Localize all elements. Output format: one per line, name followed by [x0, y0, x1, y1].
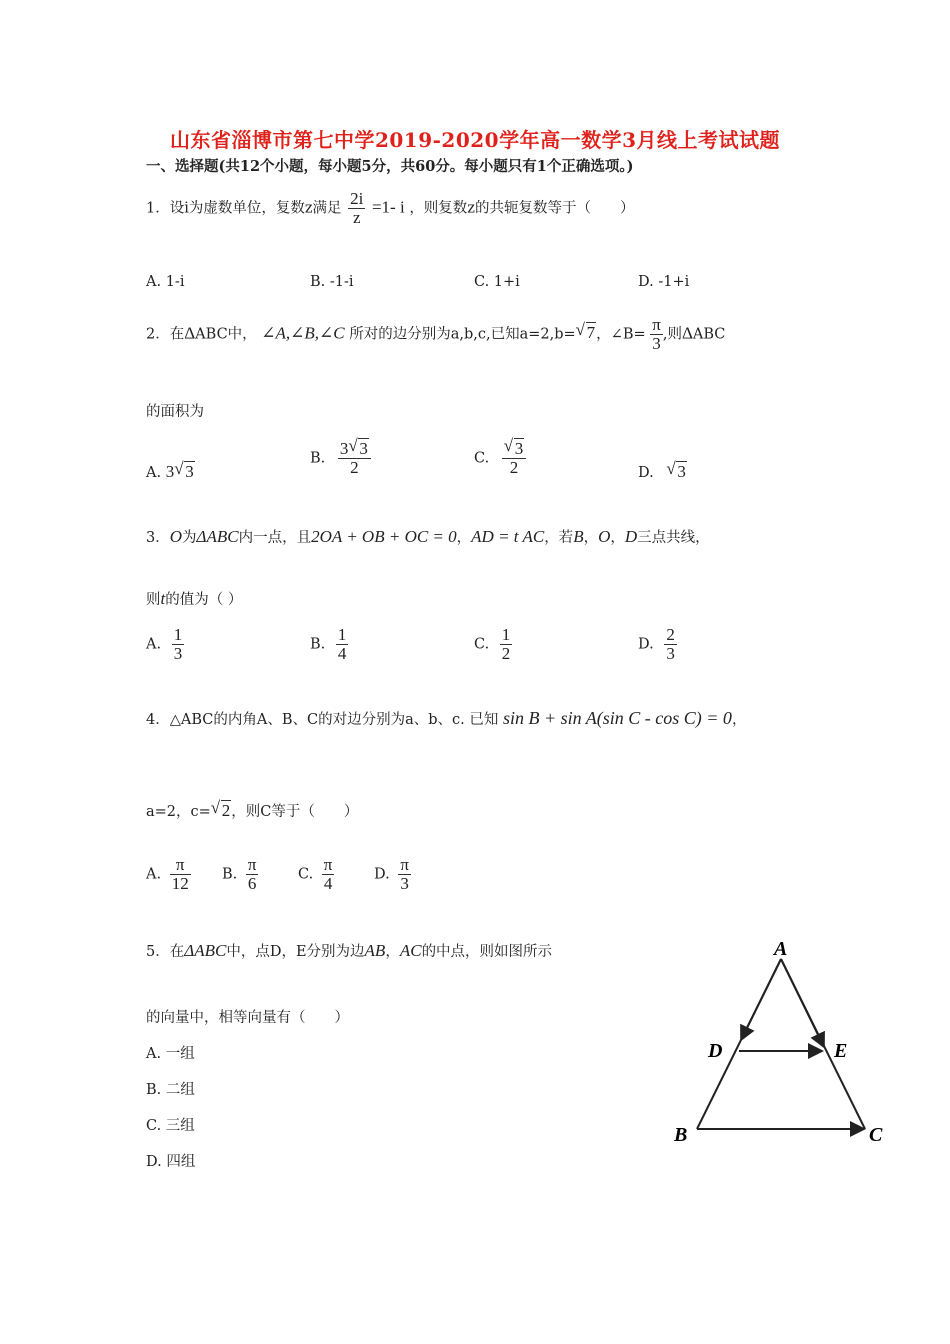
- q2-option-d-sqrt: [666, 462, 687, 482]
- q3-option-c-label: C.: [474, 636, 490, 653]
- q2-option-d: [638, 462, 687, 482]
- q2-triangle-symbol: Δ: [184, 323, 196, 343]
- q2-option-b: [310, 440, 371, 477]
- q2-abc: ABC中，: [195, 326, 257, 343]
- q3-option-b-label: B.: [310, 636, 326, 653]
- q2-sqrt7-radicand: 7: [586, 323, 596, 343]
- vector-ad: [742, 959, 781, 1038]
- q4-sqrt2-radicand: 2: [221, 801, 231, 820]
- q2-end: ,则: [662, 326, 682, 343]
- q4-line2-pre: a=2，c=: [146, 804, 211, 820]
- q5-pre: 5．在: [146, 944, 185, 960]
- q3-option-b-num: 1: [337, 625, 347, 644]
- q2-option-c-num: [502, 440, 527, 459]
- q3-option-d-fraction: [664, 626, 677, 663]
- q3-line2-suf: 的值为（ ）: [165, 592, 243, 608]
- q3-option-c-num: 1: [501, 625, 511, 644]
- q4-option-d-fraction: [398, 856, 411, 893]
- q4-option-b: [222, 856, 258, 893]
- q2-angle-b: ，∠B=: [596, 326, 646, 343]
- q3-option-c-fraction: [500, 626, 513, 663]
- label-e: E: [834, 1040, 848, 1062]
- q2-triangle-symbol-2: Δ: [681, 323, 693, 343]
- question-1: [146, 190, 634, 227]
- q3-line2-pre: 则: [146, 592, 161, 608]
- q3-option-b-fraction: [336, 626, 349, 663]
- q3-line-2: [146, 588, 242, 609]
- q3-option-a-num: 1: [173, 625, 183, 644]
- q1-prefix: 1．设i为虚数单位，复数z满足: [146, 200, 342, 217]
- q5-comma: ，: [385, 944, 400, 960]
- q3-option-a: [146, 626, 184, 663]
- q2-abc-2: ABC: [692, 326, 726, 343]
- page-title: 山东省淄博市第七中学2019-2020学年高一数学3月线上考试试题: [169, 128, 781, 152]
- q2-option-c: [474, 440, 526, 477]
- q3-triangle: ΔABC: [196, 527, 239, 546]
- q2-option-c-sqrt: [504, 440, 525, 458]
- q2-option-a: [146, 462, 195, 482]
- q4-option-b-den: 6: [247, 873, 257, 893]
- q3-option-b-den: 4: [337, 643, 347, 663]
- q4-line2-suf: ，则C等于（ ）: [231, 804, 359, 820]
- q3-vector-ad: AD = t AC: [471, 527, 545, 546]
- question-4: [146, 708, 746, 729]
- q3-c1: ，: [583, 530, 599, 546]
- q2-option-b-sqrt: [348, 440, 369, 458]
- q4-option-d-den: 3: [400, 873, 409, 893]
- q3-option-a-fraction: [172, 626, 185, 663]
- q4-option-c: [298, 856, 334, 893]
- q2-pi-over-3: [650, 316, 663, 353]
- section-heading: 一、选择题(共12个小题，每小题5分，共60分。每小题只有1个正确选项。): [146, 158, 634, 175]
- q3-option-c: [474, 626, 512, 663]
- q3-option-c-den: 2: [501, 643, 511, 663]
- q3-point-o: O: [169, 527, 183, 546]
- q2-pi: π: [652, 315, 661, 334]
- triangle-figure: [670, 935, 900, 1155]
- q3-wei: 为: [182, 530, 197, 546]
- q4-line-2: [146, 800, 358, 821]
- q2-option-c-fraction: [502, 440, 527, 477]
- q1-option-a: A. 1-i: [146, 274, 185, 290]
- q4-option-c-fraction: [322, 856, 335, 893]
- q3-point-b: B: [573, 527, 584, 546]
- q1-frac-num: 2i: [350, 189, 364, 208]
- q2-option-c-radicand: 3: [514, 439, 524, 458]
- q2-option-d-radicand: 3: [677, 462, 686, 481]
- q2-angles: ∠A,∠B,∠C: [261, 323, 345, 343]
- q1-option-d: D. -1+i: [638, 274, 690, 290]
- q3-option-d-num: 2: [666, 625, 675, 644]
- question-2: [146, 316, 725, 353]
- q3-option-a-den: 3: [173, 643, 183, 663]
- q2-option-b-fraction: [338, 440, 371, 477]
- q2-option-d-label: D.: [638, 465, 654, 481]
- label-a: A: [774, 938, 788, 960]
- q1-option-c: C. 1+i: [474, 274, 520, 290]
- q1-frac-den: z: [352, 207, 361, 227]
- q3-point-o2: O: [598, 527, 611, 546]
- q4-comma: ，: [731, 712, 747, 728]
- q4-option-a: [146, 856, 191, 893]
- q2-option-b-radicand: 3: [359, 439, 368, 458]
- q4-option-d-num: π: [400, 855, 409, 874]
- q4-option-d-label: D.: [374, 866, 390, 883]
- q5-option-b: B. 二组: [146, 1082, 195, 1098]
- q2-option-b-coef: 3: [339, 439, 349, 458]
- q1-fraction: [348, 190, 365, 227]
- q2-option-a-radicand: 3: [185, 462, 194, 481]
- q4-option-c-num: π: [323, 855, 333, 874]
- q2-mid: 所对的边分别为a,b,c,已知a=2,b=: [349, 326, 576, 343]
- q3-ruo: ，若: [544, 530, 574, 546]
- q2-line-2: 的面积为: [146, 404, 204, 420]
- q5-side-ac: AC: [399, 941, 422, 960]
- q3-vector-equation: 2OA + OB + OC = 0: [311, 527, 457, 546]
- question-3: [146, 526, 710, 547]
- q2-option-b-den: 2: [350, 457, 359, 477]
- q5-mid: 中，点D，E分别为边: [226, 944, 365, 960]
- label-b: B: [674, 1124, 688, 1146]
- q3-option-a-label: A.: [146, 636, 162, 653]
- q4-option-c-den: 4: [323, 873, 333, 893]
- q4-option-a-den: 12: [171, 873, 189, 893]
- question-5: [146, 940, 552, 961]
- q2-option-b-label: B.: [310, 450, 326, 467]
- q4-option-b-label: B.: [222, 866, 238, 883]
- vector-ae: [781, 959, 823, 1045]
- q4-option-a-fraction: [170, 856, 191, 893]
- q3-point-d: D: [624, 527, 638, 546]
- q3-option-d: [638, 626, 677, 663]
- q3-option-b: [310, 626, 348, 663]
- q2-sqrt7: [576, 323, 597, 343]
- q4-option-d: [374, 856, 411, 893]
- q4-text: 4．△ABC的内角A、B、C的对边分别为a、b、c. 已知: [146, 712, 499, 728]
- q5-line-2: 的向量中，相等向量有（ ）: [146, 1010, 349, 1026]
- q5-side-ab: AB: [364, 941, 386, 960]
- q4-option-b-num: π: [247, 855, 257, 874]
- q2-option-a-coef: 3: [165, 462, 175, 481]
- q4-sqrt2: [211, 801, 232, 821]
- q4-option-b-fraction: [246, 856, 259, 893]
- q5-suf: 的中点，则如图所示: [421, 944, 553, 960]
- q4-option-a-num: π: [170, 856, 191, 875]
- q4-equation: sin B + sin A(sin C - cos C) = 0: [502, 708, 732, 728]
- q3-comma: ，: [456, 530, 472, 546]
- q2-option-a-label: A.: [146, 465, 162, 481]
- q2-option-c-den: 2: [509, 457, 519, 477]
- q5-option-d: D. 四组: [146, 1154, 196, 1170]
- q2-option-a-sqrt: [174, 462, 195, 482]
- q3-num: 3．: [146, 530, 170, 546]
- q3-option-d-den: 3: [666, 643, 675, 663]
- q3-collinear: 三点共线，: [637, 530, 710, 546]
- q2-option-b-num: [338, 440, 371, 459]
- q1-suffix: ，则复数z的共轭复数等于（ ）: [409, 200, 635, 217]
- q5-option-a: A. 一组: [146, 1046, 195, 1062]
- q5-triangle: ΔABC: [184, 941, 227, 960]
- q5-option-c: C. 三组: [146, 1118, 195, 1134]
- label-c: C: [869, 1124, 883, 1146]
- q1-equation: =1- i: [371, 197, 405, 217]
- q4-option-c-label: C.: [298, 866, 314, 883]
- q3-option-d-label: D.: [638, 636, 654, 653]
- q3-c2: ，: [610, 530, 625, 546]
- q1-option-b: B. -1-i: [310, 274, 354, 290]
- q2-prefix: 2．在: [146, 326, 185, 343]
- q3-t: t: [160, 589, 166, 608]
- q2-option-c-label: C.: [474, 450, 490, 467]
- label-d: D: [708, 1040, 723, 1062]
- q3-mid1: 内一点，且: [238, 530, 312, 546]
- q4-option-a-label: A.: [146, 866, 162, 883]
- q2-three: 3: [652, 333, 661, 353]
